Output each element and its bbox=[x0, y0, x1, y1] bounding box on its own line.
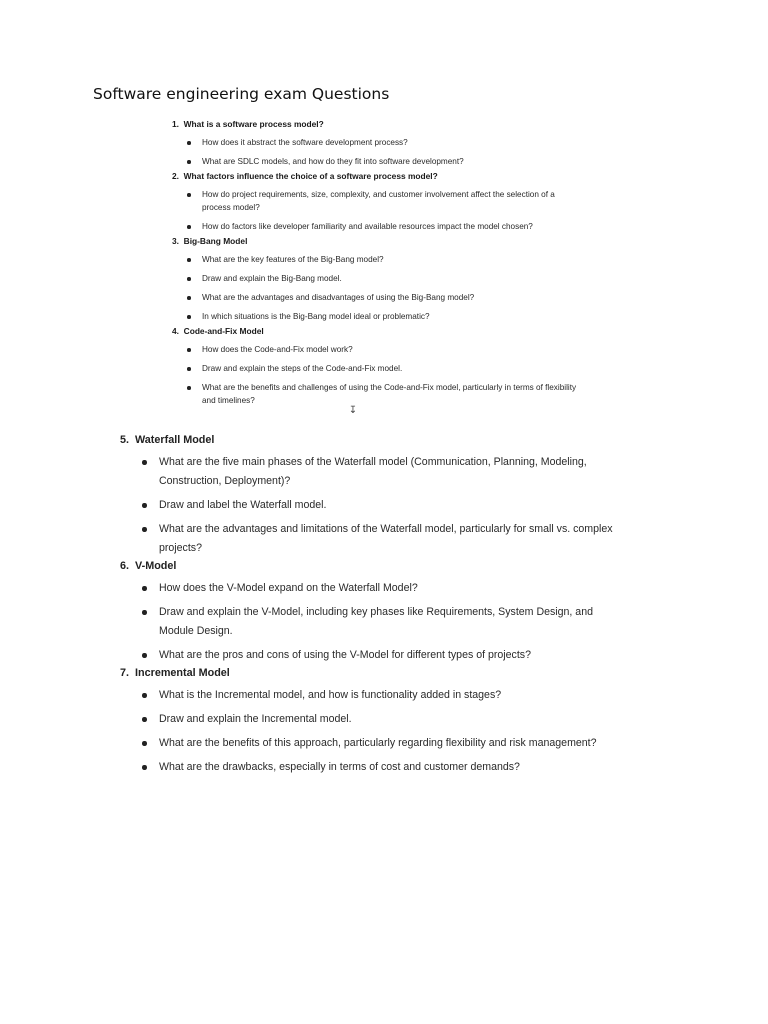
question-title bbox=[172, 170, 642, 182]
list-item: What are SDLC models, and how do they fit into software development? bbox=[172, 155, 582, 168]
question-bullet-list bbox=[120, 579, 620, 665]
question-bullet-list bbox=[120, 453, 620, 558]
question-heading bbox=[172, 118, 642, 130]
question-bullet-list bbox=[172, 343, 642, 407]
list-item: In which situations is the Big-Bang model ideal or problematic? bbox=[172, 310, 582, 323]
question-heading bbox=[120, 558, 620, 574]
question-title-text: V-Model bbox=[135, 560, 177, 572]
scroll-down-arrow-icon[interactable]: ↧ bbox=[348, 405, 358, 416]
question-number: 3. bbox=[172, 236, 179, 246]
document-title: Software engineering exam Questions bbox=[93, 85, 390, 103]
question-title bbox=[120, 665, 620, 681]
list-item: What are the benefits and challenges of using the Code-and-Fix model, particularly in terms of flexibility and timelines? bbox=[172, 381, 582, 407]
question-number: 2. bbox=[172, 171, 179, 181]
question-title-text: Code-and-Fix Model bbox=[183, 326, 264, 336]
question-bullet-list bbox=[172, 253, 642, 323]
list-item: What are the advantages and limitations of the Waterfall model, particularly for small vs. complex projects? bbox=[120, 520, 619, 558]
list-item: How does the V-Model expand on the Waterfall Model? bbox=[120, 579, 619, 598]
question-title bbox=[172, 235, 642, 247]
question-bullet-list bbox=[172, 136, 642, 168]
question-block bbox=[172, 235, 642, 323]
list-item: What are the key features of the Big-Bang model? bbox=[172, 253, 582, 266]
question-title-text: What factors influence the choice of a software process model? bbox=[183, 171, 438, 181]
list-item: Draw and explain the V-Model, including key phases like Requirements, System Design, and Module Design. bbox=[120, 603, 619, 641]
list-item: How do factors like developer familiarity and available resources impact the model chosen? bbox=[172, 220, 582, 233]
list-item: What is the Incremental model, and how is functionality added in stages? bbox=[120, 686, 619, 705]
question-heading bbox=[120, 665, 620, 681]
list-item: Draw and explain the Incremental model. bbox=[120, 710, 619, 729]
question-number: 4. bbox=[172, 326, 179, 336]
list-item: How do project requirements, size, complexity, and customer involvement affect the selection of a process model? bbox=[172, 188, 582, 214]
question-block bbox=[172, 170, 642, 233]
question-title-text: Big-Bang Model bbox=[183, 236, 248, 246]
question-heading bbox=[172, 170, 642, 182]
question-block bbox=[172, 118, 642, 168]
question-number: 1. bbox=[172, 119, 179, 129]
list-item: What are the pros and cons of using the V-Model for different types of projects? bbox=[120, 646, 619, 665]
question-bullet-list bbox=[120, 686, 620, 777]
question-number: 7. bbox=[120, 667, 130, 679]
question-number: 6. bbox=[120, 560, 130, 572]
list-item: Draw and explain the Big-Bang model. bbox=[172, 272, 582, 285]
list-item: How does it abstract the software development process? bbox=[172, 136, 582, 149]
question-number: 5. bbox=[120, 434, 130, 446]
list-item: What are the advantages and disadvantages of using the Big-Bang model? bbox=[172, 291, 582, 304]
list-item: What are the drawbacks, especially in terms of cost and customer demands? bbox=[120, 758, 619, 777]
embedded-screenshot-questions-5-7 bbox=[120, 432, 620, 777]
question-title-text: What is a software process model? bbox=[183, 119, 324, 129]
embedded-screenshot-questions-1-4 bbox=[172, 118, 642, 409]
question-heading bbox=[172, 325, 642, 337]
question-block bbox=[172, 325, 642, 407]
list-item: What are the benefits of this approach, particularly regarding flexibility and risk management? bbox=[120, 734, 619, 753]
list-item: Draw and label the Waterfall model. bbox=[120, 496, 619, 515]
question-title bbox=[172, 325, 642, 337]
question-title-text: Incremental Model bbox=[135, 667, 230, 679]
question-title bbox=[120, 558, 620, 574]
question-title-text: Waterfall Model bbox=[135, 434, 215, 446]
question-bullet-list bbox=[172, 188, 642, 233]
question-block bbox=[120, 665, 620, 777]
question-heading bbox=[172, 235, 642, 247]
question-block bbox=[120, 432, 620, 558]
list-item: What are the five main phases of the Waterfall model (Communication, Planning, Modeling, Construction, Deployment)? bbox=[120, 453, 619, 491]
question-block bbox=[120, 558, 620, 665]
list-item: Draw and explain the steps of the Code-and-Fix model. bbox=[172, 362, 582, 375]
question-heading bbox=[120, 432, 620, 448]
question-title bbox=[172, 118, 642, 130]
question-title bbox=[120, 432, 620, 448]
list-item: How does the Code-and-Fix model work? bbox=[172, 343, 582, 356]
